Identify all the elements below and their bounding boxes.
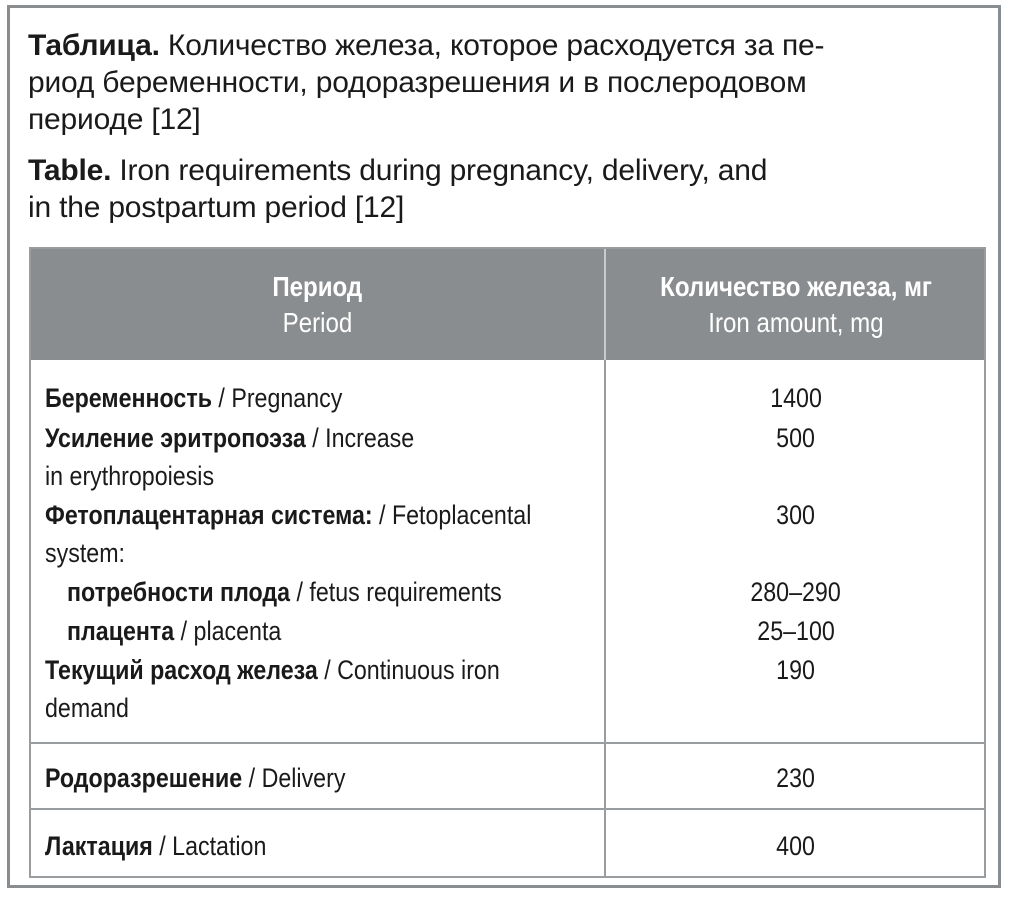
iron-requirements-table <box>29 247 986 878</box>
caption-ru-line2: риод беременности, родоразрешения и в послеродовом <box>28 66 807 99</box>
caption-en-line1: Iron requirements during pregnancy, delivery, and <box>111 154 768 187</box>
row-fetoplacental-label: Фетоплацентарная система: / Fetoplacental <box>45 500 532 530</box>
header-amount <box>606 249 986 360</box>
row-fetus-label: потребности плода / fetus requirements <box>67 577 502 607</box>
row-continuous-label-cont: demand <box>45 693 129 723</box>
row-divider <box>31 808 984 810</box>
row-lactation-label: Лактация / Lactation <box>45 831 267 861</box>
header-period-ru: Период <box>272 270 363 302</box>
row-lactation-value: 400 <box>776 831 816 861</box>
row-delivery-value: 230 <box>776 763 816 793</box>
row-erythropoiesis-label-cont: in erythropoiesis <box>45 461 215 491</box>
table-header <box>31 249 984 360</box>
row-fetoplacental-value: 300 <box>776 500 816 530</box>
row-placenta-value: 25–100 <box>757 616 835 646</box>
row-delivery-label: Родоразрешение / Delivery <box>45 763 346 793</box>
header-amount-ru: Количество железа, мг <box>660 270 932 302</box>
row-continuous-label: Текущий расход железа / Continuous iron <box>45 655 500 685</box>
row-fetus-value: 280–290 <box>750 577 842 607</box>
row-erythropoiesis-label: Усиление эритропоэза / Increase <box>45 423 415 453</box>
header-period <box>31 249 604 360</box>
caption-en-label: Table. <box>28 154 112 187</box>
caption-ru-label: Таблица. <box>28 29 160 62</box>
row-divider <box>31 742 984 744</box>
caption-en-line2: in the postpartum period [12] <box>28 191 405 224</box>
row-pregnancy-value: 1400 <box>770 383 822 413</box>
caption-ru-line3: периоде [12] <box>28 103 201 136</box>
header-period-en: Period <box>282 306 353 338</box>
table-frame <box>7 5 1001 888</box>
row-fetoplacental-label-cont: system: <box>45 538 125 568</box>
row-continuous-value: 190 <box>776 655 816 685</box>
row-erythropoiesis-value: 500 <box>776 423 816 453</box>
header-column-divider <box>604 249 606 360</box>
caption-english <box>28 152 968 226</box>
caption-ru-line1: Количество железа, которое расходуется за пе- <box>159 29 825 62</box>
caption-russian <box>28 27 968 138</box>
row-placenta-label: плацента / placenta <box>67 616 282 646</box>
row-pregnancy-label: Беременность / Pregnancy <box>45 383 343 413</box>
header-amount-en: Iron amount, mg <box>708 306 884 338</box>
